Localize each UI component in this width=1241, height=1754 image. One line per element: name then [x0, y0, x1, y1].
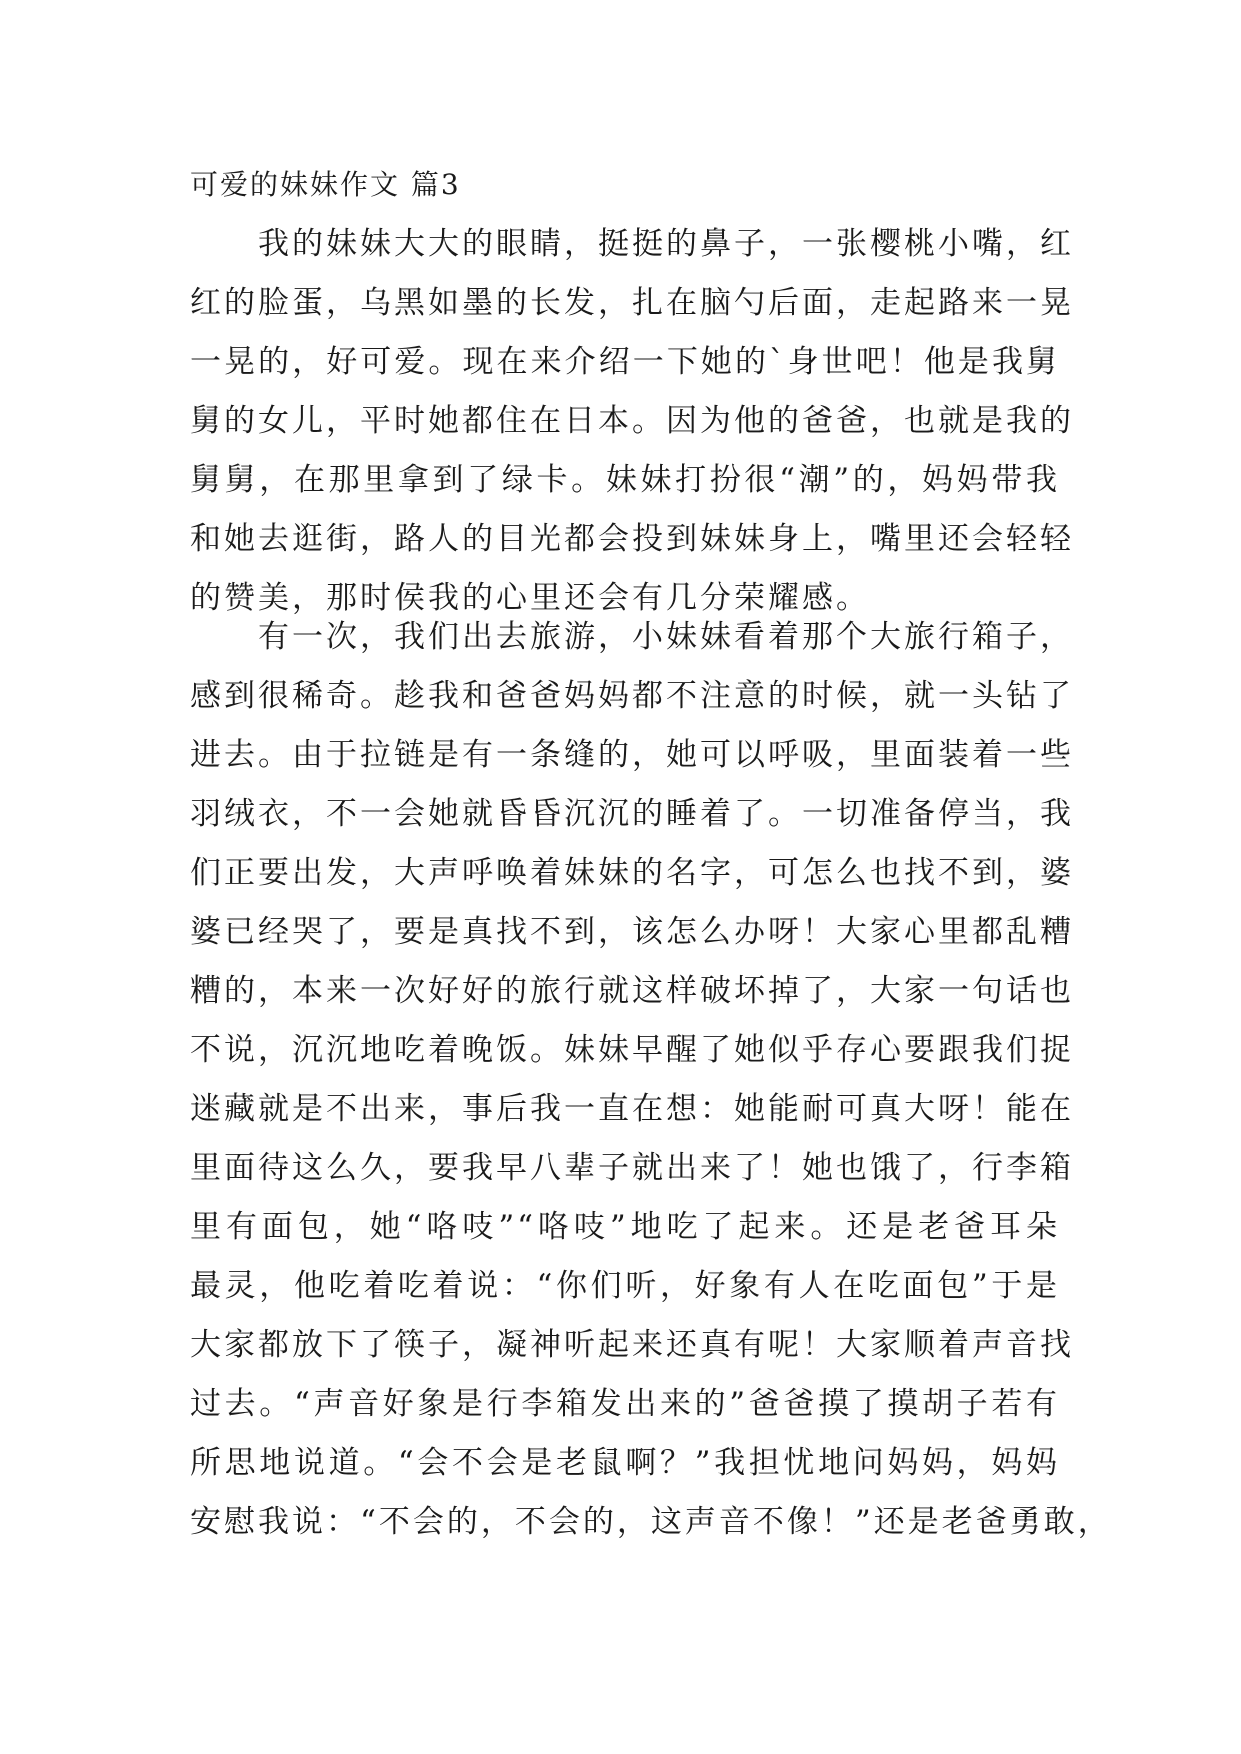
text-line: 里有面包，她“咯吱”“咯吱”地吃了起来。还是老爸耳朵: [190, 1209, 1060, 1245]
text-line: 感到很稀奇。趁我和爸爸妈妈都不注意的时候，就一头钻了: [190, 678, 1074, 714]
text-line: 一晃的，好可爱。现在来介绍一下她的`身世吧！他是我舅: [190, 344, 1060, 380]
text-line: 红的脸蛋，乌黑如墨的长发，扎在脑勺后面，走起路来一晃: [190, 285, 1074, 321]
text-line: 舅的女儿，平时她都住在日本。因为他的爸爸，也就是我的: [190, 403, 1074, 439]
paragraph-2: [190, 608, 1112, 1552]
essay-title: 可爱的妹妹作文 篇3: [190, 168, 461, 201]
text-line: 们正要出发，大声呼唤着妹妹的名字，可怎么也找不到，婆: [190, 855, 1074, 891]
text-line: 里面待这么久，要我早八辈子就出来了！她也饿了，行李箱: [190, 1150, 1074, 1186]
text-line: 的赞美，那时侯我的心里还会有几分荣耀感。: [190, 580, 870, 616]
paragraph-1: [190, 215, 1074, 628]
text-line: 我的妹妹大大的眼睛，挺挺的鼻子，一张樱桃小嘴，红: [190, 226, 1074, 262]
text-line: 迷藏就是不出来，事后我一直在想：她能耐可真大呀！能在: [190, 1091, 1074, 1127]
text-line: 不说，沉沉地吃着晚饭。妹妹早醒了她似乎存心要跟我们捉: [190, 1032, 1074, 1068]
text-line: 过去。“声音好象是行李箱发出来的”爸爸摸了摸胡子若有: [190, 1386, 1060, 1422]
text-line: 和她去逛街，路人的目光都会投到妹妹身上，嘴里还会轻轻: [190, 521, 1074, 557]
text-line: 最灵，他吃着吃着说：“你们听，好象有人在吃面包”于是: [190, 1268, 1060, 1304]
text-line: 糟的，本来一次好好的旅行就这样破坏掉了，大家一句话也: [190, 973, 1074, 1009]
text-line: 舅舅，在那里拿到了绿卡。妹妹打扮很“潮”的，妈妈带我: [190, 462, 1060, 498]
text-line: 婆已经哭了，要是真找不到，该怎么办呀！大家心里都乱糟: [190, 914, 1074, 950]
text-line: 大家都放下了筷子，凝神听起来还真有呢！大家顺着声音找: [190, 1327, 1074, 1363]
text-line: 羽绒衣，不一会她就昏昏沉沉的睡着了。一切准备停当，我: [190, 796, 1074, 832]
text-line: 安慰我说：“不会的，不会的，这声音不像！”还是老爸勇敢，: [190, 1504, 1112, 1540]
text-line: 进去。由于拉链是有一条缝的，她可以呼吸，里面装着一些: [190, 737, 1074, 773]
text-line: 有一次，我们出去旅游，小妹妹看着那个大旅行箱子，: [190, 619, 1074, 655]
text-line: 所思地说道。“会不会是老鼠啊？”我担忧地问妈妈，妈妈: [190, 1445, 1060, 1481]
